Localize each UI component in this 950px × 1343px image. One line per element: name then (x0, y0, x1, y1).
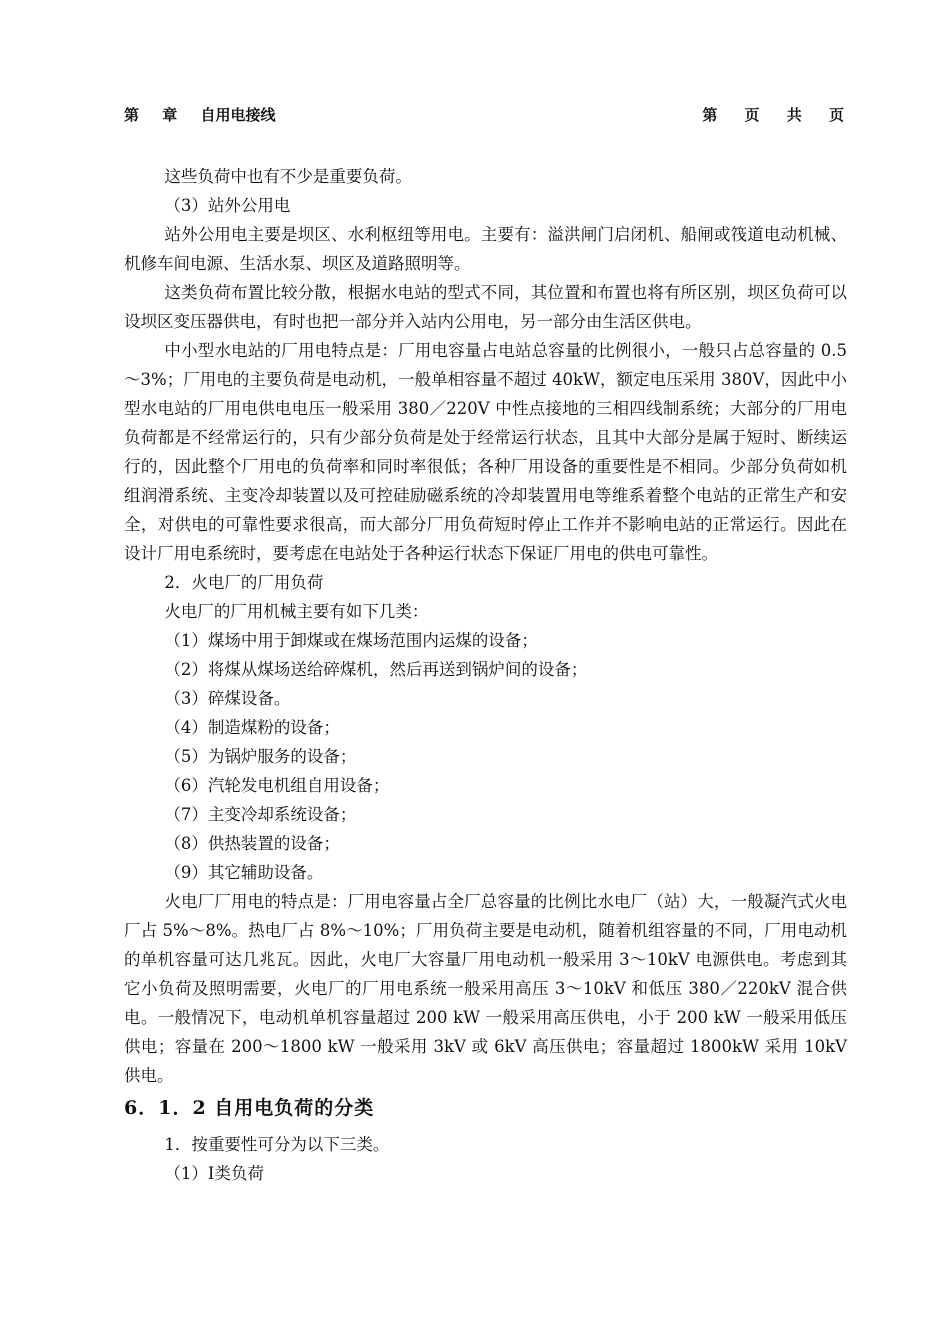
chapter-heading (124, 104, 275, 125)
chapter-title: 自用电接线 (200, 106, 276, 124)
subheading: （3）站外公用电 (164, 196, 291, 215)
page-header (124, 104, 844, 128)
body-text (124, 162, 847, 1188)
list-item: （6）汽轮发电机组自用设备； (164, 776, 390, 795)
paragraph: 这类负荷布置比较分散，根据水电站的型式不同，其位置和布置也将有所区别，坝区负荷可以设坝区变压器供电，有时也把一部分并入站内公用电，另一部分由生活区供电。 (124, 283, 847, 331)
list-item: （8）供热装置的设备； (164, 834, 340, 853)
list-item: （1）煤场中用于卸煤或在煤场范围内运煤的设备； (164, 631, 538, 650)
section-number: 6．1．2 (124, 1097, 207, 1119)
subheading: 2．火电厂的厂用负荷 (164, 573, 324, 592)
paragraph: 火电厂的厂用机械主要有如下几类： (164, 602, 429, 621)
chapter-label: 第 章 (124, 106, 178, 124)
paragraph: 这些负荷中也有不少是重要负荷。 (164, 167, 412, 186)
paragraph: 中小型水电站的厂用电特点是：厂用电容量占电站总容量的比例很小，一般只占总容量的 0.5～3%；厂用电的主要负荷是电动机，一般单相容量不超过 40kW，额定电压采用 380V，因此中小型水电站的厂用电供电电压一般采用 380／220V 中性点接地的三相四线制系统；大部分的厂用电负荷都是不经常运行的，只有少部分负荷是处于经常运行状态，且其中大部分是属于短时、断续运行的，因此整个厂用电的负荷率和同时率很低；各种厂用设备的重要性是不相同。少部分负荷如机组润滑系统、主变冷却装置以及可控硅励磁系统的冷却装置用电等维系着整个电站的正常生产和安全，对供电的可靠性要求很高，而大部分厂用负荷短时停止工作并不影响电站的正常运行。因此在设计厂用电系统时，要考虑在电站处于各种运行状态下保证厂用电的供电可靠性。 (124, 341, 847, 563)
page-counter: 第 页 共 页 (702, 106, 844, 124)
list-item: （5）为锅炉服务的设备； (164, 747, 357, 766)
list-item: （4）制造煤粉的设备； (164, 718, 340, 737)
list-item: （3）碎煤设备。 (164, 689, 291, 708)
list-item: （7）主变冷却系统设备； (164, 805, 357, 824)
paragraph: 站外公用电主要是坝区、水利枢纽等用电。主要有：溢洪闸门启闭机、船闸或筏道电动机械、机修车间电源、生活水泵、坝区及道路照明等。 (124, 225, 847, 273)
paragraph: 火电厂厂用电的特点是：厂用电容量占全厂总容量的比例比水电厂（站）大，一般凝汽式火电厂占 5%～8%。热电厂占 8%～10%；厂用负荷主要是电动机，随着机组容量的不同，厂用电动机的单机容量可达几兆瓦。因此，火电厂大容量厂用电动机一般采用 3～10kV 电源供电。考虑到其它小负荷及照明需要，火电厂的厂用电系统一般采用高压 3～10kV 和低压 380／220kV 混合供电。一般情况下，电动机单机容量超过 200 kW 一般采用高压供电，小于 200 kW 一般采用低压供电；容量在 200～1800 kW 一般采用 3kV 或 6kV 高压供电；容量超过 1800kW 采用 10kV 供电。 (124, 892, 847, 1085)
list-item: （2）将煤从煤场送给碎煤机，然后再送到锅炉间的设备； (164, 660, 588, 679)
section-heading (124, 1090, 847, 1126)
subheading: （1）Ⅰ类负荷 (164, 1164, 264, 1183)
subheading: 1．按重要性可分为以下三类。 (164, 1135, 390, 1154)
section-title: 自用电负荷的分类 (214, 1097, 375, 1119)
list-item: （9）其它辅助设备。 (164, 863, 324, 882)
